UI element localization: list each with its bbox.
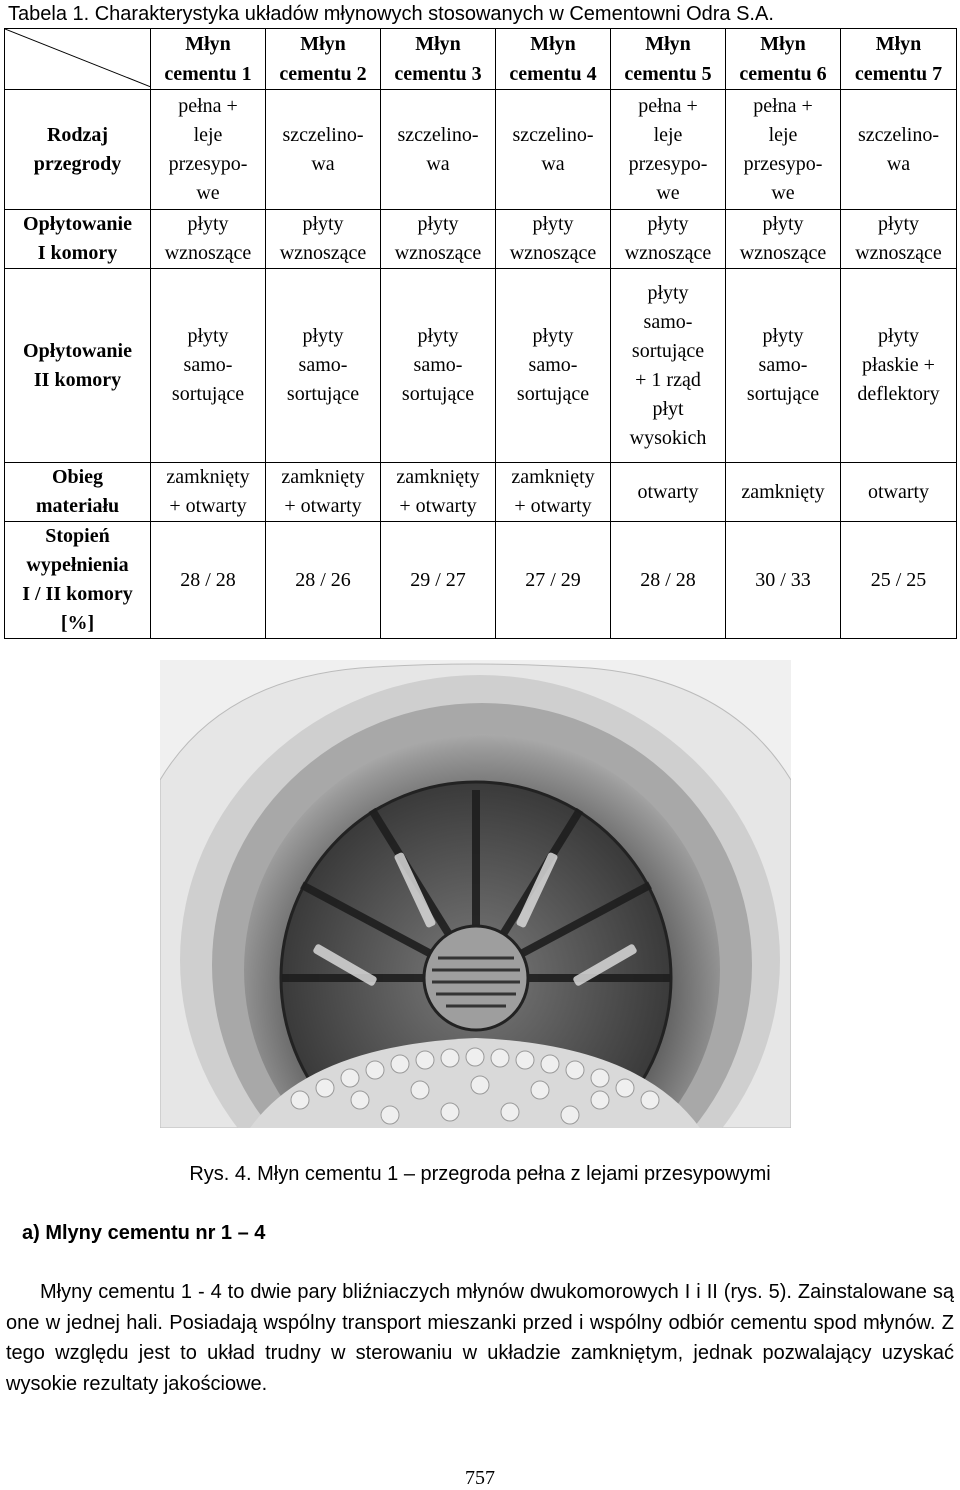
table-cell-line: szczelino- [282,123,364,146]
table-cell-line: 28 / 28 [180,568,236,591]
column-header-line: cementu 2 [279,63,367,85]
table-cell-line: płyty [877,325,920,347]
column-header-line: Młyn [185,33,231,55]
table-corner-cell [5,29,151,90]
table-cell [841,90,957,210]
column-header-7 [841,29,957,90]
row-header [5,210,151,269]
table-cell [266,522,381,639]
table-cell-line: zamknięty [511,466,595,488]
table-cell [611,90,726,210]
table-cell-line: płyty [302,213,344,235]
table-cell-line: samo- [528,354,578,376]
row-header-line: przegrody [33,152,122,175]
table-cell-line: wznoszące [279,242,367,264]
table-cell-line: zamknięty [741,480,825,503]
column-header-2 [266,29,381,90]
table-cell-line: płyty [647,281,689,304]
column-header-5 [611,29,726,90]
table-cell-line: wa [311,152,335,175]
table-cell-line: samo- [643,310,693,333]
table-cell-line: pełna + [753,94,813,117]
table-cell-line: płyty [532,213,574,235]
mill-partition-photo [160,660,791,1128]
column-header-line: Młyn [645,33,691,55]
row-header-line: wypełnienia [26,554,129,576]
table-cell-line: we [771,181,795,204]
column-header-line: Młyn [530,33,576,55]
table-cell-line: + otwarty [169,495,247,517]
table-cell [151,522,266,639]
table-cell-line: wysokich [629,426,707,449]
table-cell-line: płyty [417,325,459,347]
table-cell-line: zamknięty [166,466,250,488]
table-cell-line: deflektory [857,383,940,405]
table-cell [381,210,496,269]
table-cell [496,269,611,463]
table-cell [151,463,266,522]
table-cell-line: samo- [758,354,808,376]
mill-characteristics-table [4,28,957,639]
body-paragraph [6,1277,954,1399]
table-cell-line: 28 / 28 [640,568,696,591]
row-header-line: Stopień [45,525,110,547]
table-cell-line: płyty [762,213,804,235]
table-cell [611,210,726,269]
table-cell-line: otwarty [637,480,699,503]
table-cell [381,269,496,463]
table-cell [726,90,841,210]
row-header-line: I / II komory [22,583,133,605]
table-cell-line: zamknięty [396,466,480,488]
table-cell-line: + otwarty [284,495,362,517]
table-cell-line: płyty [187,325,229,347]
table-cell [496,90,611,210]
table-cell [266,269,381,463]
table-cell-line: płyty [762,325,804,347]
table-cell-line: samo- [183,354,233,376]
table-cell-line: przesypo- [743,152,823,175]
table-row [5,269,957,463]
table-cell-line: + otwarty [399,495,477,517]
table-cell [381,463,496,522]
table-cell-line: we [656,181,680,204]
table-cell-line: wznoszące [739,242,827,264]
table-cell-line: samo- [298,354,348,376]
table-cell-line: wa [541,152,565,175]
table-cell [151,269,266,463]
table-cell-line: szczelino- [397,123,479,146]
table-cell [266,463,381,522]
table-cell-line: płyty [302,325,344,347]
column-header-line: cementu 6 [739,63,827,85]
column-header-line: cementu 3 [394,63,482,85]
row-header-line: Rodzaj [46,123,109,146]
table-cell [841,463,957,522]
table-cell [841,269,957,463]
table-caption: Tabela 1. Charakterystyka układów młynowych stosowanych w Cementowni Odra S.A. [8,3,774,25]
table-cell-line: wa [886,152,911,175]
row-header-line: [%] [60,612,95,634]
table-cell-line: płyty [647,213,689,235]
table-cell-line: 27 / 29 [525,568,581,591]
table-cell [151,90,266,210]
table-cell-line: 29 / 27 [410,568,466,591]
table-cell-line: sortujące [631,339,705,362]
table-cell-line: 30 / 33 [755,568,811,591]
table-cell-line: + otwarty [514,495,592,517]
table-cell-line: przesypo- [628,152,708,175]
table-cell-line: samo- [413,354,463,376]
table-cell [726,522,841,639]
table-cell [266,90,381,210]
table-cell [726,463,841,522]
table-cell [726,269,841,463]
table-cell-line: szczelino- [857,123,940,146]
table-cell [266,210,381,269]
table-cell-line: leje [653,123,683,146]
table-cell-line: wznoszące [855,242,942,264]
table-cell-line: przesypo- [168,152,248,175]
table-cell [841,210,957,269]
column-header-3 [381,29,496,90]
table-cell [496,522,611,639]
table-cell-line: sortujące [171,383,245,405]
column-header-line: Młyn [415,33,461,55]
table-cell [496,210,611,269]
table-cell-line: pełna + [178,94,238,117]
row-header-line: Obieg [51,466,104,488]
table-cell-line: leje [768,123,798,146]
table-cell-line: płyty [187,213,229,235]
table-row [5,522,957,639]
column-header-4 [496,29,611,90]
row-header [5,90,151,210]
table-cell-line: we [196,181,220,204]
table-cell [496,463,611,522]
table-cell-line: płyty [877,213,920,235]
table-cell-line: wa [426,152,450,175]
column-header-6 [726,29,841,90]
section-heading: a) Mlyny cementu nr 1 – 4 [22,1222,266,1244]
table-cell-line: 25 / 25 [870,568,927,591]
table-cell-line: płyty [417,213,459,235]
table-cell-line: otwarty [867,480,930,503]
table-row [5,90,957,210]
table-cell-line: 28 / 26 [295,568,351,591]
table-cell-line: sortujące [401,383,475,405]
table-cell-line: płaskie + [862,354,935,376]
column-header-line: Młyn [300,33,346,55]
table-cell-line: płyt [652,397,684,420]
row-header [5,522,151,639]
figure-caption: Rys. 4. Młyn cementu 1 – przegroda pełna z lejami przesypowymi [189,1163,771,1185]
table-cell-line: sortujące [286,383,360,405]
table-cell [611,522,726,639]
table-cell-line: wznoszące [509,242,597,264]
table-cell-line: wznoszące [624,242,712,264]
table-cell [381,522,496,639]
table-cell [841,522,957,639]
row-header-line: I komory [37,242,118,264]
row-header-line: Opłytowanie [23,213,132,235]
table-cell-line: szczelino- [512,123,594,146]
table-cell-line: wznoszące [394,242,482,264]
row-header [5,463,151,522]
table-row [5,210,957,269]
table-cell [611,269,726,463]
table-row [5,463,957,522]
column-header-line: Młyn [760,33,806,55]
table-cell-line: leje [193,123,223,146]
body-paragraph-text: Młyny cementu 1 - 4 to dwie pary bliźniaczych młynów dwukomorowych I i II (rys. 5). Zainstalowane są one w jednej hali. Posiadają wspólny transport mieszanki przed i wspólny odbiór cementu spod młynów. Z tego względu jest to układ trudny w sterowaniu w układzie zamkniętym, jednak pozwalający uzyskać wysokie rezultaty jakościowe. [6,1281,954,1395]
column-header-1 [151,29,266,90]
row-header [5,269,151,463]
table-cell-line: płyty [532,325,574,347]
row-header-line: Opłytowanie [23,339,132,362]
table-cell-line: zamknięty [281,466,365,488]
column-header-line: cementu 4 [509,63,597,85]
corner-diagonal [5,29,151,87]
column-header-line: cementu 7 [854,63,943,85]
page-number: 757 [465,1467,495,1489]
table-cell-line: sortujące [516,383,590,405]
table-cell-line: pełna + [638,94,698,117]
column-header-line: cementu 5 [624,63,712,85]
table-cell-line: wznoszące [164,242,252,264]
table-cell-line: sortujące [746,383,820,405]
column-header-line: cementu 1 [164,63,252,85]
row-header-line: materiału [35,495,120,517]
table-cell [611,463,726,522]
table-cell-line: + 1 rząd [635,368,701,391]
table-cell [151,210,266,269]
table-cell [726,210,841,269]
row-header-line: II komory [33,368,122,391]
table-cell [381,90,496,210]
column-header-line: Młyn [875,33,922,55]
